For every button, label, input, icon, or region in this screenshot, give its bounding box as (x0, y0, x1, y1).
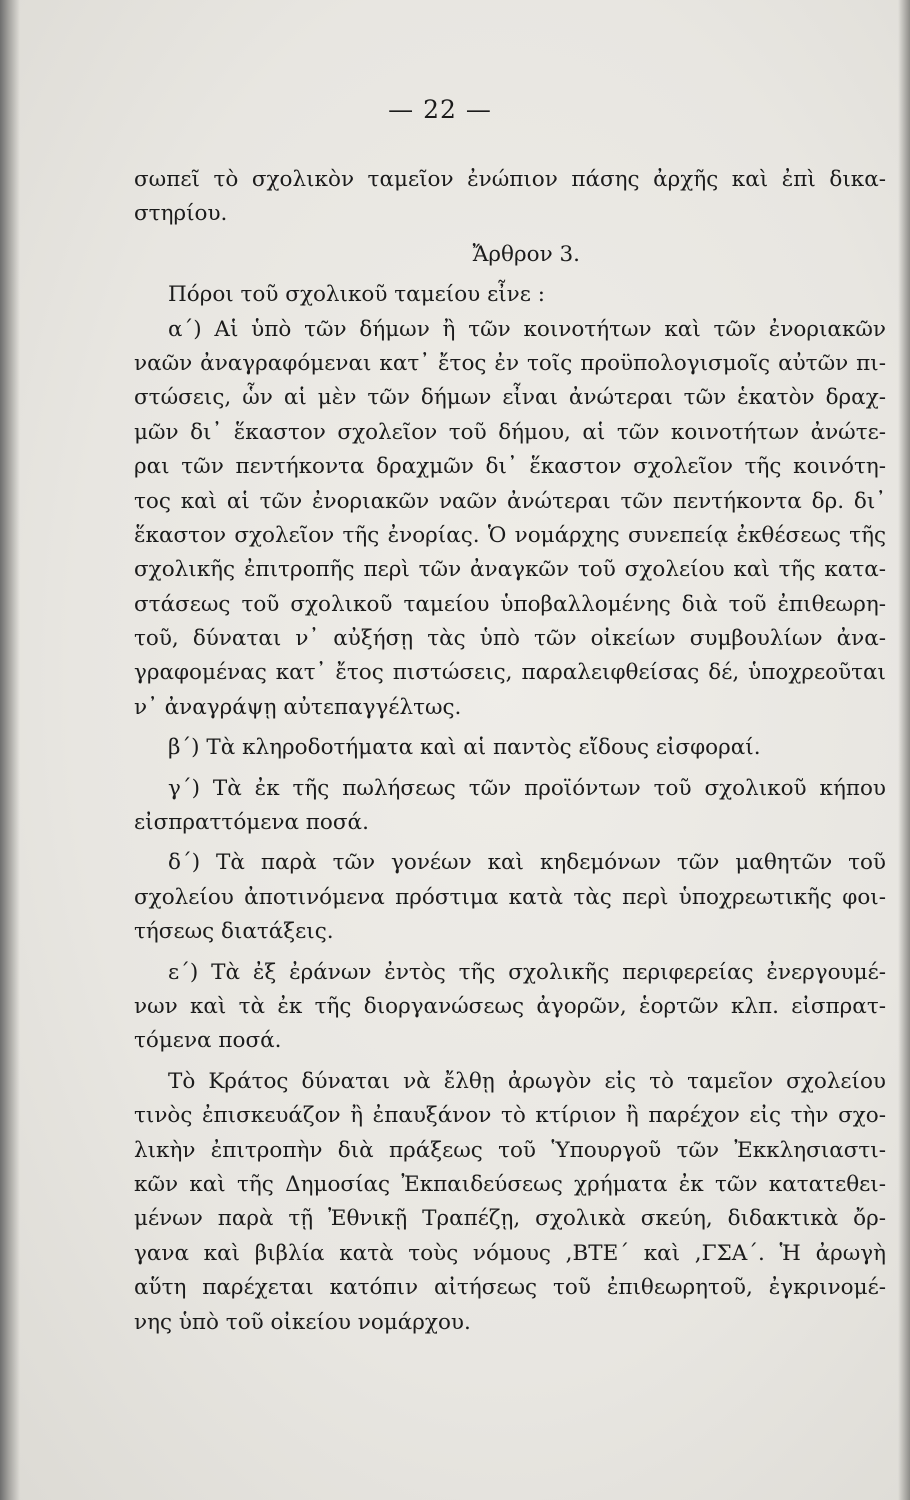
item-c-line: γ΄) Τὰ ἐκ τῆς πωλήσεως τῶν προϊόντων τοῦ σχολικοῦ κήπου (168, 775, 886, 801)
text-line: τος καὶ αἱ τῶν ἐνοριακῶν ναῶν ἀνώτεραι τῶν πεντήκοντα δρ. δι᾽ (134, 488, 886, 514)
item-d-line: δ΄) Τὰ παρὰ τῶν γονέων καὶ κηδεμόνων τῶν μαθητῶν τοῦ (168, 850, 886, 876)
text-line: τόμενα ποσά. (134, 1028, 282, 1054)
page-right-shadow (898, 0, 910, 1500)
text-line: τήσεως διατάξεις. (134, 919, 334, 945)
text-line: τινὸς ἐπισκευάζον ἢ ἐπαυξάνον τὸ κτίριον ἢ παρέχον εἰς τὴν σχο- (134, 1103, 886, 1129)
text-line: κῶν καὶ τῆς Δημοσίας Ἐκπαιδεύσεως χρήματα ἐκ τῶν κατατεθει- (134, 1171, 886, 1197)
text-line: στάσεως τοῦ σχολικοῦ ταμείου ὑποβαλλομένης διὰ τοῦ ἐπιθεωρη- (134, 591, 886, 617)
text-line: στώσεις, ὧν αἱ μὲν τῶν δήμων εἶναι ἀνώτεραι τῶν ἑκατὸν δραχ- (134, 385, 886, 411)
text-line: ἕκαστον σχολεῖον τῆς ἐνορίας. Ὁ νομάρχης συνεπείᾳ ἐκθέσεως τῆς (134, 522, 886, 548)
text-line: ραι τῶν πεντήκοντα δραχμῶν δι᾽ ἕκαστον σχολεῖον τῆς κοινότη- (134, 454, 886, 480)
body-text (134, 163, 886, 1340)
text-line: σωπεῖ τὸ σχολικὸν ταμεῖον ἐνώπιον πάσης ἀρχῆς καὶ ἐπὶ δικα- (134, 167, 886, 192)
text-line: αὕτη παρέχεται κατόπιν αἰτήσεως τοῦ ἐπιθεωρητοῦ, ἐγκρινομέ- (134, 1275, 886, 1301)
text-line: ναῶν ἀναγραφόμεναι κατ᾽ ἔτος ἐν τοῖς προϋπολογισμοῖς αὐτῶν πι- (134, 350, 886, 376)
text-line: γανα καὶ βιβλία κατὰ τοὺς νόμους ,ΒΤΕ΄ καὶ ,ΓΣΑ΄. Ἡ ἀρωγὴ (134, 1240, 886, 1266)
text-line: σχολικῆς ἐπιτροπῆς περὶ τῶν ἀναγκῶν τοῦ σχολείου καὶ τῆς κατα- (134, 557, 886, 583)
page-number: — 22 — (388, 95, 492, 124)
text-line: στηρίου. (134, 201, 228, 227)
text-line: ν᾽ ἀναγράψῃ αὐτεπαγγέλτως. (134, 694, 462, 720)
text-line: Τὸ Κράτος δύναται νὰ ἔλθῃ ἀρωγὸν εἰς τὸ ταμεῖον σχολείου (168, 1068, 886, 1094)
text-line: νης ὑπὸ τοῦ οἰκείου νομάρχου. (134, 1309, 471, 1335)
text-line: σχολείου ἀποτινόμενα πρόστιμα κατὰ τὰς περὶ ὑποχρεωτικῆς φοι- (134, 884, 886, 910)
text-line: Πόροι τοῦ σχολικοῦ ταμείου εἶνε : (168, 282, 545, 308)
article-heading: Ἄρθρον 3. (472, 241, 580, 267)
text-line: μένων παρὰ τῇ Ἐθνικῇ Τραπέζῃ, σχολικὰ σκεύη, διδακτικὰ ὄρ- (134, 1206, 886, 1232)
page-left-shadow (0, 0, 20, 1500)
item-e-line: ε΄) Τὰ ἐξ ἐράνων ἐντὸς τῆς σχολικῆς περιφερείας ἐνεργουμέ- (168, 959, 886, 985)
item-b-line: β΄) Τὰ κληροδοτήματα καὶ αἱ παντὸς εἴδους εἰσφοραί. (168, 735, 761, 761)
text-line: εἰσπραττόμενα ποσά. (134, 810, 369, 836)
text-line: μῶν δι᾽ ἕκαστον σχολεῖον τοῦ δήμου, αἱ τῶν κοινοτήτων ἀνώτε- (134, 419, 886, 445)
text-line: τοῦ, δύναται ν᾽ αὐξήσῃ τὰς ὑπὸ τῶν οἰκείων συμβουλίων ἀνα- (134, 626, 886, 652)
item-a-line: α΄) Αἱ ὑπὸ τῶν δήμων ἢ τῶν κοινοτήτων καὶ τῶν ἐνοριακῶν (168, 316, 886, 342)
text-line: λικὴν ἐπιτροπὴν διὰ πράξεως τοῦ Ὑπουργοῦ τῶν Ἐκκλησιαστι- (134, 1137, 886, 1163)
text-line: νων καὶ τὰ ἐκ τῆς διοργανώσεως ἀγορῶν, ἑορτῶν κλπ. εἰσπρατ- (134, 993, 886, 1019)
text-line: γραφομένας κατ᾽ ἔτος πιστώσεις, παραλειφθείσας δέ, ὑποχρεοῦται (134, 660, 886, 686)
